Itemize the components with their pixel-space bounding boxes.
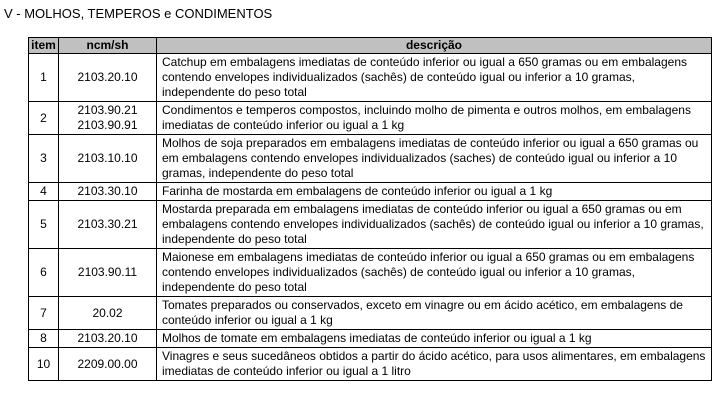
ncm-code: 2103.10.10	[77, 151, 138, 165]
table-row	[29, 348, 712, 381]
description: Condimentos e temperos compostos, incluindo molho de pimenta e outros molhos, em embalagens imediatas de conteúdo inferior ou igual a 1 kg	[157, 102, 712, 135]
table-body	[29, 54, 712, 381]
ncm-code-cell	[59, 297, 157, 330]
item-number: 8	[29, 330, 59, 348]
ncm-code-cell	[59, 201, 157, 249]
table-row	[29, 54, 712, 102]
ncm-code: 2103.20.10	[77, 70, 138, 84]
table-row	[29, 201, 712, 249]
ncm-code: 2103.30.21	[77, 217, 138, 231]
ncm-code: 2103.20.10	[77, 331, 138, 345]
table-header-row	[29, 38, 712, 54]
table-row	[29, 135, 712, 183]
item-number: 7	[29, 297, 59, 330]
item-number: 4	[29, 183, 59, 201]
ncm-code-cell	[59, 249, 157, 297]
item-number: 10	[29, 348, 59, 381]
column-header-item: item	[29, 38, 59, 54]
description: Tomates preparados ou conservados, exceto em vinagre ou em ácido acético, em embalagens de conteúdo inferior ou igual a 1 kg	[157, 297, 712, 330]
ncm-code: 2103.90.91	[77, 118, 138, 132]
ncm-code-cell	[59, 330, 157, 348]
ncm-code: 2103.90.21	[77, 103, 138, 117]
description: Molhos de soja preparados em embalagens imediatas de conteúdo inferior ou igual a 650 gramas ou em embalagens contendo envelopes individualizados (saches) de conteúdo igual ou inferior a 10 gramas, independente do peso total	[157, 135, 712, 183]
ncm-code-cell	[59, 54, 157, 102]
ncm-code: 20.02	[92, 305, 123, 320]
ncm-code-cell	[59, 135, 157, 183]
description: Vinagres e seus sucedâneos obtidos a partir do ácido acético, para usos alimentares, em embalagens imediatas de conteúdo inferior ou igual a 1 litro	[157, 348, 712, 381]
description: Molhos de tomate em embalagens imediatas de conteúdo inferior ou igual a 1 kg	[157, 330, 712, 348]
description: Mostarda preparada em embalagens imediatas de conteúdo inferior ou igual a 650 gramas ou em embalagens contendo envelopes individualizados (sachês) de conteúdo igual ou inferior a 10 gramas, independente do peso total	[157, 201, 712, 249]
table-row	[29, 249, 712, 297]
item-number: 5	[29, 201, 59, 249]
ncm-code-cell	[59, 348, 157, 381]
column-header-descricao: descrição	[157, 38, 712, 54]
ncm-code-cell	[59, 183, 157, 201]
ncm-code: 2103.90.11	[77, 265, 138, 279]
ncm-table	[28, 37, 712, 381]
table-row	[29, 183, 712, 201]
item-number: 6	[29, 249, 59, 297]
table-row	[29, 102, 712, 135]
ncm-code: 2209.00.00	[77, 356, 138, 371]
description: Catchup em embalagens imediatas de conteúdo inferior ou igual a 650 gramas ou em embalagens contendo envelopes individualizados (sachês) de conteúdo igual ou inferior a 10 gramas, independente do peso total	[157, 54, 712, 102]
item-number: 3	[29, 135, 59, 183]
description: Farinha de mostarda em embalagens de conteúdo inferior ou igual a 1 kg	[157, 183, 712, 201]
ncm-code: 2103.30.10	[77, 184, 138, 198]
table-row	[29, 330, 712, 348]
item-number: 2	[29, 102, 59, 135]
ncm-code-cell	[59, 102, 157, 135]
section-title: V - MOLHOS, TEMPEROS e CONDIMENTOS	[4, 6, 273, 21]
column-header-ncm: ncm/sh	[59, 38, 157, 54]
item-number: 1	[29, 54, 59, 102]
description: Maionese em embalagens imediatas de conteúdo inferior ou igual a 650 gramas ou em embalagens contendo envelopes individualizados (sachês) de conteúdo igual ou inferior a 10 gramas, independente do peso total	[157, 249, 712, 297]
table-row	[29, 297, 712, 330]
